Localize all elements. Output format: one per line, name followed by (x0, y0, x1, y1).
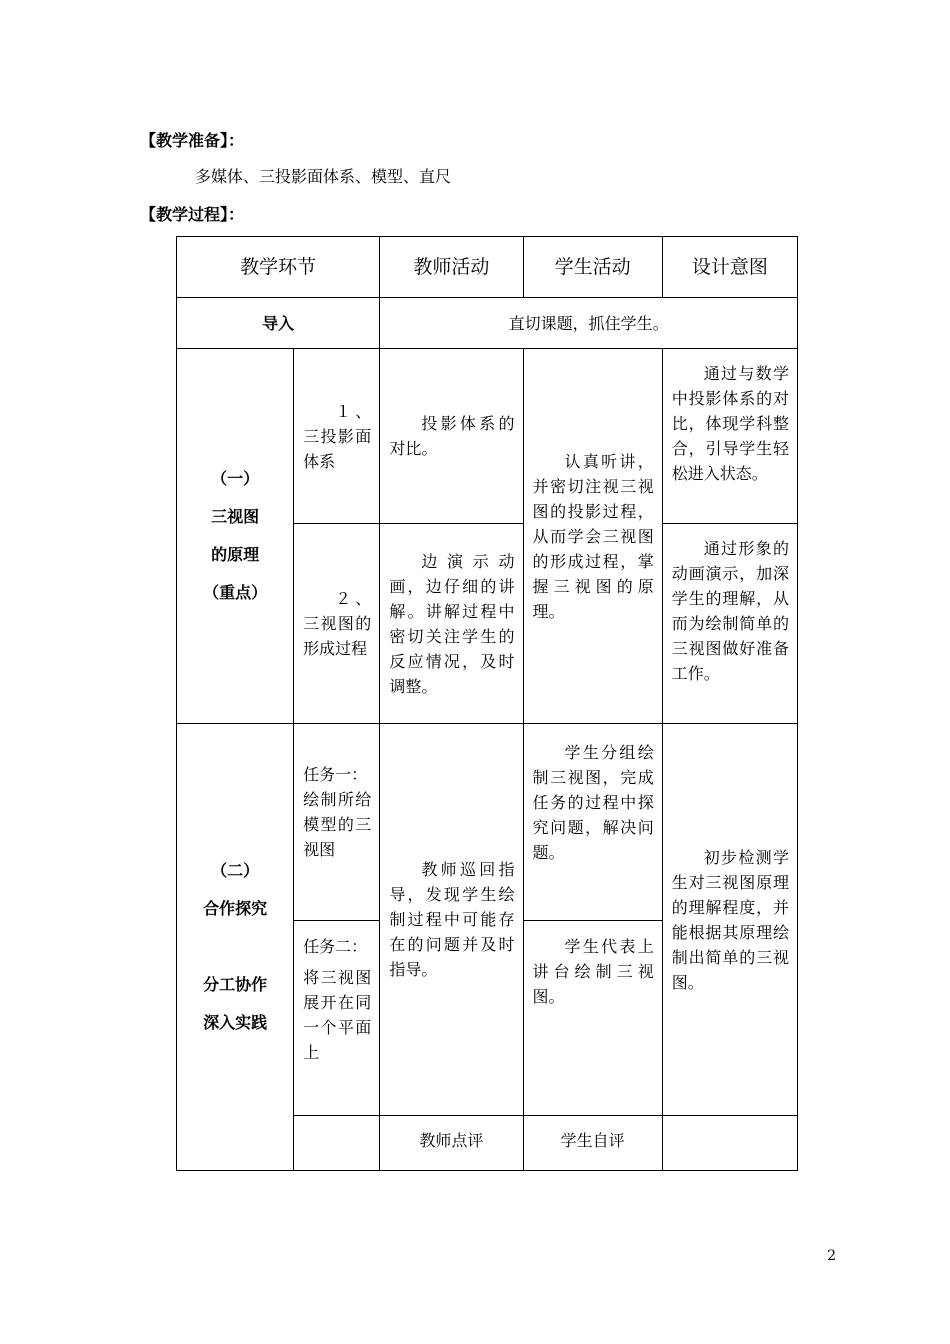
student1-text: 学生分组绘制三视图，完成任务的过程中探究问题，解决问题。 (532, 743, 654, 862)
task2-cell (294, 921, 380, 1116)
section2-teacher-text: 教师巡回指导，发现学生绘制过程中可能存在的问题并及时指导。 (389, 860, 515, 979)
teaching-prep-heading: 【教学准备】： (140, 131, 245, 150)
lesson-plan-table (176, 236, 798, 1171)
step1-teacher-cell (380, 349, 523, 524)
section2-stage-line (177, 928, 293, 966)
intent2-text: 通过形象的动画演示，加深学生的理解，从而为绘制简单的三视图做好准备工作。 (671, 539, 789, 683)
teacher-review: 教师点评 (380, 1116, 523, 1171)
student2-text: 学生代表上讲台绘制三视图。 (532, 937, 654, 1006)
table-header-row (177, 237, 798, 298)
section2-stage-line: （二） (211, 861, 260, 880)
intro-content: 直切课题，抓住学生。 (380, 298, 798, 349)
empty-task-cell (294, 1116, 380, 1171)
header-intent: 设计意图 (662, 237, 797, 298)
step2-text: ２、三视图的形成过程 (303, 589, 372, 658)
header-student: 学生活动 (523, 237, 662, 298)
intro-row (177, 298, 798, 349)
teaching-prep-content: 多媒体、三投影面体系、模型、直尺 (195, 167, 452, 186)
header-teacher: 教师活动 (380, 237, 523, 298)
section1-row1 (177, 349, 798, 524)
step1-teacher-text: 投影体系的对比。 (389, 414, 515, 458)
section2-intent-cell (662, 724, 797, 1116)
header-stage: 教学环节 (177, 237, 380, 298)
section2-row1 (177, 724, 798, 921)
student-review: 学生自评 (523, 1116, 662, 1171)
section2-intent-text: 初步检测学生对三视图原理的理解程度，并能根据其原理绘制出简单的三视图。 (671, 847, 789, 992)
page-number: 2 (827, 1248, 836, 1264)
teaching-process-heading: 【教学过程】： (140, 205, 245, 224)
task1-title: 任务一： (303, 765, 368, 784)
task1-text (294, 724, 379, 862)
step1-text: １、三投影面体系 (303, 401, 372, 471)
task2-body: 将三视图展开在同一个平面上 (303, 968, 372, 1062)
intent1-text: 通过与数学中投影体系的对比，体现学科整合，引导学生轻松进入状态。 (671, 364, 789, 483)
step2-teacher-text: 边演示动画，边仔细的讲解。讲解过程中密切关注学生的反应情况，及时调整。 (389, 552, 515, 696)
section1-student-cell (523, 349, 662, 724)
section1-stage (177, 349, 294, 724)
student2-cell (523, 921, 662, 1116)
intent1-cell (662, 349, 797, 524)
section2-stage-line: 深入实践 (203, 1013, 268, 1032)
section1-stage-line: （重点） (203, 583, 268, 602)
section1-stage-line: （一） (211, 469, 260, 488)
task1-body: 绘制所给模型的三视图 (303, 790, 372, 859)
section1-student-text: 认真听讲，并密切注视三视图的投影过程，从而学会三视图的形成过程，掌握三视图的原理。 (532, 451, 654, 621)
student1-cell (523, 724, 662, 921)
step2-cell (294, 524, 380, 724)
section2-stage (177, 724, 294, 1171)
section2-teacher-cell (380, 724, 523, 1116)
step2-teacher-cell (380, 524, 523, 724)
intro-stage: 导入 (177, 298, 380, 349)
section1-stage-line: 的原理 (211, 545, 260, 564)
section2-stage-line: 分工协作 (203, 975, 268, 994)
step1-cell (294, 349, 380, 524)
section2-stage-line: 合作探究 (203, 899, 268, 918)
section1-stage-line: 三视图 (211, 507, 260, 526)
intent2-cell (662, 524, 797, 724)
empty-intent-cell (662, 1116, 797, 1171)
task2-title: 任务二： (303, 937, 368, 956)
task1-cell (294, 724, 380, 921)
task2-text (294, 921, 379, 1065)
